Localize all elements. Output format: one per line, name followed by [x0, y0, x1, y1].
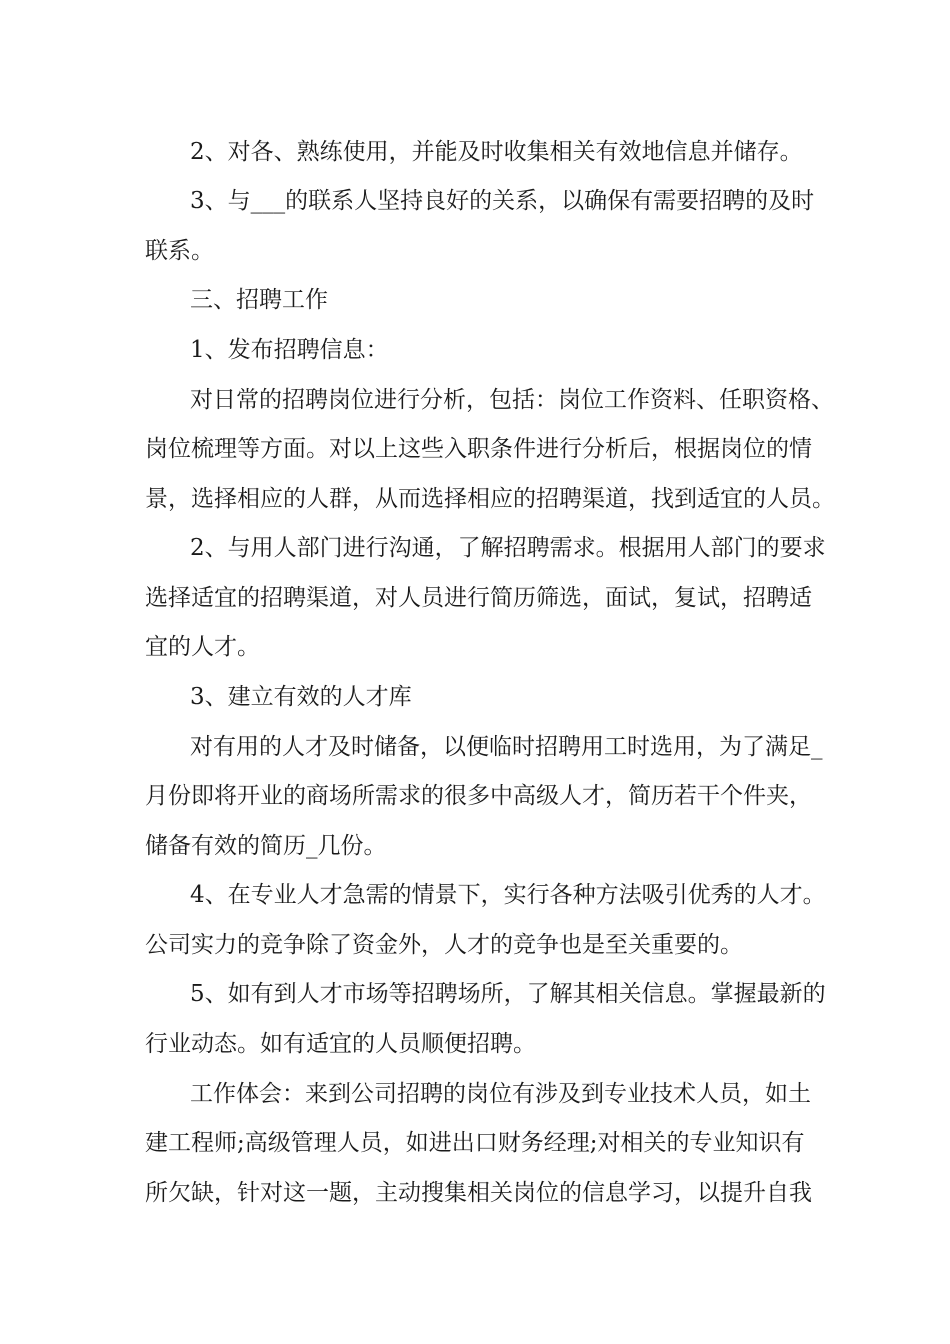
text-line: 公司实力的竞争除了资金外，人才的竞争也是至关重要的。 [145, 932, 743, 958]
text-line: 3、建立有效的人才库 [190, 684, 412, 710]
text-line: 1、发布招聘信息： [190, 337, 389, 363]
text-line: 2、对各、熟练使用，并能及时收集相关有效地信息并储存。 [190, 139, 803, 165]
text-line: 所欠缺，针对这一题，主动搜集相关岗位的信息学习，以提升自我 [145, 1180, 812, 1206]
text-line: 5、如有到人才市场等招聘场所，了解其相关信息。掌握最新的 [190, 981, 826, 1007]
text-line: 对日常的招聘岗位进行分析，包括：岗位工作资料、任职资格、 [190, 387, 834, 413]
text-line: 储备有效的简历_几份。 [145, 833, 387, 859]
text-line: 宜的人才。 [145, 634, 260, 660]
text-line: 选择适宜的招聘渠道，对人员进行简历筛选，面试，复试，招聘适 [145, 585, 812, 611]
text-line: 联系。 [145, 238, 214, 264]
text-line: 工作体会：来到公司招聘的岗位有涉及到专业技术人员，如土 [190, 1081, 811, 1107]
text-line: 行业动态。如有适宜的人员顺便招聘。 [145, 1031, 536, 1057]
text-line: 4、在专业人才急需的情景下，实行各种方法吸引优秀的人才。 [190, 882, 826, 908]
text-line: 3、与___的联系人坚持良好的关系，以确保有需要招聘的及时 [190, 188, 815, 214]
text-line: 月份即将开业的商场所需求的很多中高级人才，简历若干个件夹， [145, 783, 812, 809]
text-line: 2、与用人部门进行沟通，了解招聘需求。根据用人部门的要求 [190, 535, 826, 561]
text-line: 对有用的人才及时储备，以便临时招聘用工时选用，为了满足_ [190, 734, 823, 760]
section-heading: 三、招聘工作 [190, 287, 328, 313]
text-line: 景，选择相应的人群，从而选择相应的招聘渠道，找到适宜的人员。 [145, 486, 835, 512]
text-line: 建工程师;高级管理人员，如进出口财务经理;对相关的专业知识有 [145, 1130, 805, 1156]
text-line: 岗位梳理等方面。对以上这些入职条件进行分析后，根据岗位的情 [145, 436, 812, 462]
